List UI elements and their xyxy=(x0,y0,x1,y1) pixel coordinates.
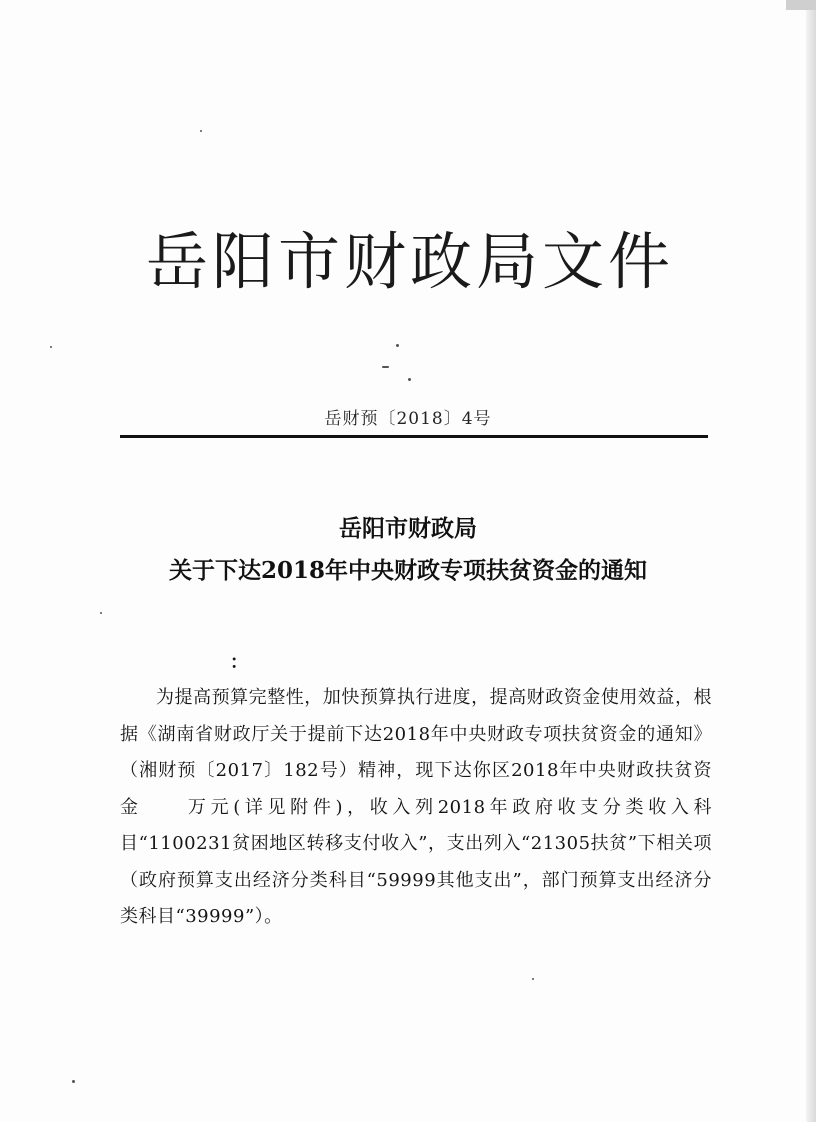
notice-title-subject: 关于下达2018年中央财政专项扶贫资金的通知 xyxy=(168,557,647,584)
scan-speck xyxy=(100,612,102,614)
scan-speck xyxy=(72,1080,75,1083)
scan-speck xyxy=(200,130,202,132)
document-header-title: 岳阳市财政局文件 xyxy=(145,225,674,298)
header-divider xyxy=(120,435,708,438)
salutation: ： xyxy=(230,652,248,673)
scan-speck xyxy=(408,378,411,381)
scan-speck xyxy=(396,344,399,347)
notice-title xyxy=(0,508,816,592)
notice-title-issuer: 岳阳市财政局 xyxy=(339,515,477,542)
scan-speck xyxy=(50,346,52,348)
scan-speck xyxy=(382,366,389,368)
scan-speck xyxy=(532,978,534,980)
body-paragraph: 为提高预算完整性，加快预算执行进度，提高财政资金使用效益，根据《湖南省财政厅关于提前下达2018年中央财政专项扶贫资金的通知》（湘财预〔2017〕182号）精神，现下达你区2018年中央财政扶贫资金 万元(详见附件)，收入列2018年政府收支分类收入科目“1100231贫困地区转移支付收入”，支出列入“21305扶贫”下相关项（政府预算支出经济分类科目“59999其他支出”，部门预算支出经济分类科目“39999”）。 xyxy=(120,687,712,927)
document-number: 岳财预〔2018〕4号 xyxy=(324,409,492,429)
page-corner xyxy=(786,0,816,10)
